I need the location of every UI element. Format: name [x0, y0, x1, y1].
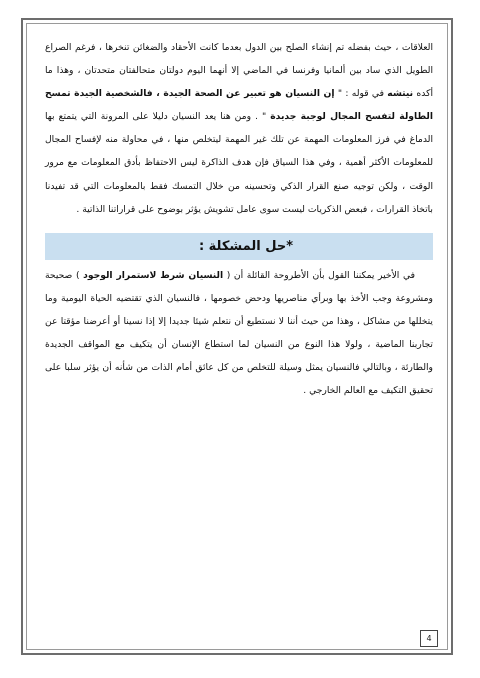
text-run: " . ومن هنا يعد النسيان دليلا على المرونة التي يتمتع بها الدماغ في فرز المعلومات المهمة عن تلك غير المهمة ليتخلص منها ، في محاولة منه لإفساح المجال للمعلومات الأكثر أهمية ، وفي هذا السياق فإن هدف الذاكرة ليس الاحتفاظ بأدق المعلومات مع مرور الوقت ، ولكن توجيه صنع القرار الذكي وتحسينه من خلال التمسك فقط بالمعلومات التي قد تفيدنا باتخاذ القرارات ، فبعض الذكريات ليست سوى عامل تشويش يؤثر بوضوح على قراراتنا الذاتية . — [45, 111, 433, 215]
bold-thesis: النسيان شرط لاستمرار الوجود — [83, 269, 224, 281]
document-body — [45, 36, 433, 402]
paragraph-conclusion — [45, 264, 433, 403]
text-run: في الأخير يمكننا القول بأن الأطروحة القائلة أن ( — [223, 269, 415, 281]
text-run: في قوله : " — [334, 88, 388, 100]
bold-author-name: نيتشه — [387, 88, 414, 100]
section-heading: *حل المشكلة : — [45, 233, 433, 260]
paragraph-intro — [45, 36, 433, 221]
page-number: 4 — [420, 630, 438, 647]
text-run: العلاقات ، حيث بفضله تم إنشاء الصلح بين الدول بعدما كانت الأحقاد والضغائن تنخرها ، فرغم الصراع الطويل الذي ساد بين ألمانيا وفرنسا في الماضي إلا أنهما اليوم دولتان متحالفتان متحدتان ، وهذا ما أكده — [45, 42, 433, 100]
text-run: ) صحيحة ومشروعة وجب الأخذ بها وبرأي مناصريها ودحض خصومها ، فالنسيان الذي تقتضيه الحياة اليومية وما يتخللها من مشاكل ، وهذا من حيث أننا لا نستطيع أن نتعلم شيئا جديدا إلا إذا نسينا أو أعرضنا مؤقتا عن تجاربنا الماضية ، ولولا هذا النوع من النسيان لما استطاع الإنسان أن يتكيف مع المواقف الجديدة والطارئة ، وبالتالي فالنسيان يمثل وسيلة للتخلص من كل عائق أمام الذات من شأنه أن يؤثر سلبا على تحقيق التكيف مع العالم الخارجي . — [45, 269, 433, 397]
bold-quote: إن النسيان هو تعبير عن الصحة الجيدة ، فالشخصية الجيدة تمسح الطاولة لتفسح المجال لوجبة جديدة — [45, 88, 433, 123]
